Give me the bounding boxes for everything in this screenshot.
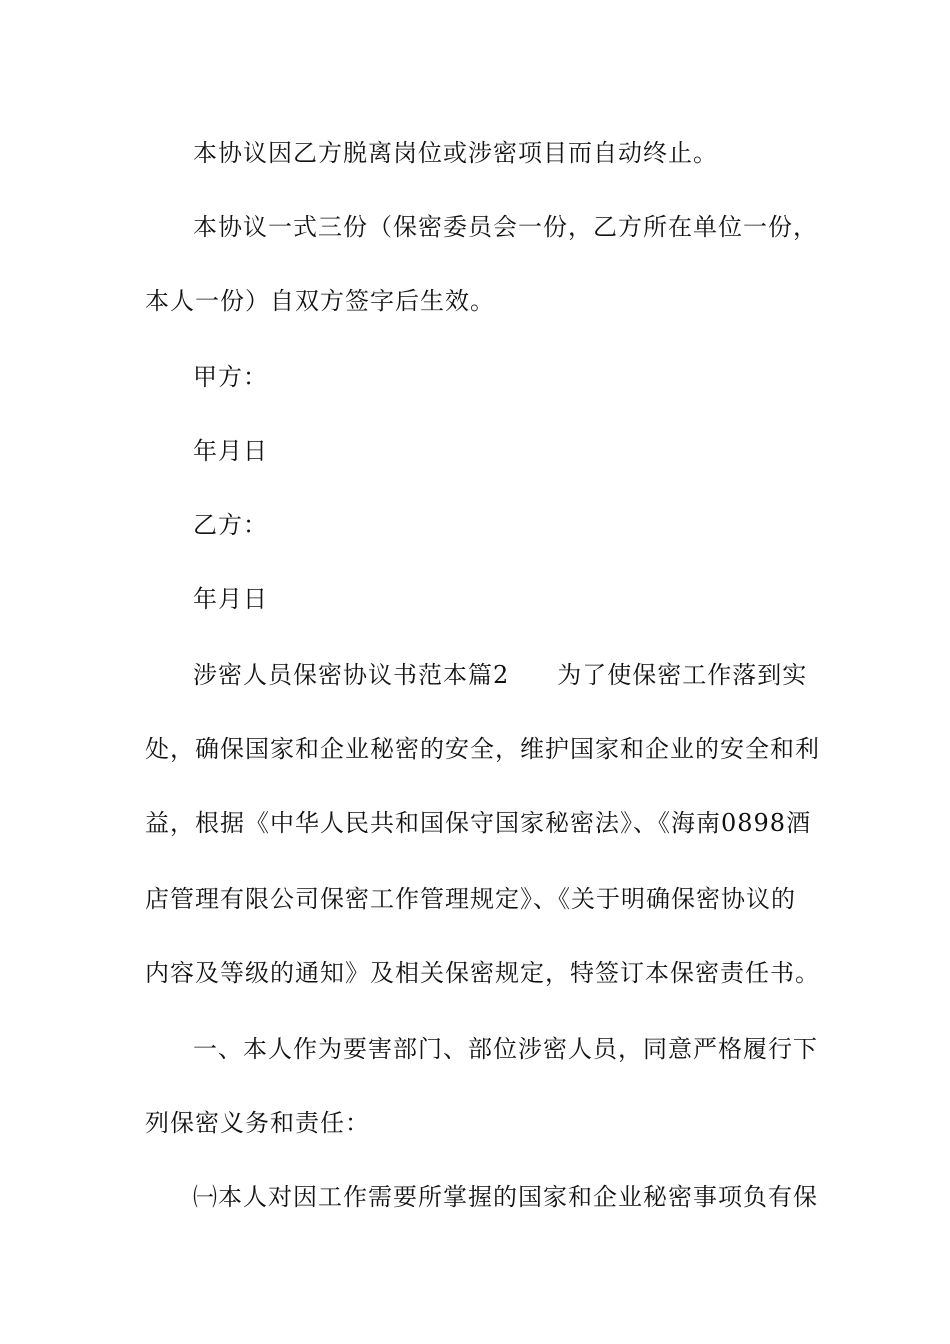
party-a-label: 甲方： (193, 363, 268, 391)
paragraph-line-duty-1: 一、本人作为要害部门、部位涉密人员，同意严格履行下 (193, 1035, 818, 1063)
paragraph-line-purpose-4: 内容及等级的通知》及相关保密规定，特签订本保密责任书。 (145, 959, 820, 987)
paragraph-line-effective: 本人一份）自双方签字后生效。 (145, 287, 495, 315)
section-heading-line (193, 660, 815, 690)
section-heading: 涉密人员保密协议书范本篇2 (193, 661, 510, 689)
section-intro-start: 为了使保密工作落到实 (557, 661, 808, 689)
paragraph-line-copies: 本协议一式三份（保密委员会一份，乙方所在单位一份， (193, 213, 818, 241)
party-a-date: 年月日 (193, 437, 268, 465)
paragraph-line-purpose-3: 店管理有限公司保密工作管理规定》、《关于明确保密协议的 (145, 885, 796, 913)
paragraph-line-purpose-2: 益，根据《中华人民共和国保守国家秘密法》、《海南0898酒 (145, 809, 812, 837)
paragraph-line-duty-2: 列保密义务和责任： (145, 1109, 370, 1137)
paragraph-line-termination: 本协议因乙方脱离岗位或涉密项目而自动终止。 (193, 139, 718, 167)
paragraph-line-purpose-1: 处，确保国家和企业秘密的安全，维护国家和企业的安全和利 (145, 735, 820, 763)
party-b-label: 乙方： (193, 511, 268, 539)
party-b-date: 年月日 (193, 585, 268, 613)
paragraph-line-item-1: ㈠本人对因工作需要所掌握的国家和企业秘密事项负有保 (193, 1183, 818, 1211)
